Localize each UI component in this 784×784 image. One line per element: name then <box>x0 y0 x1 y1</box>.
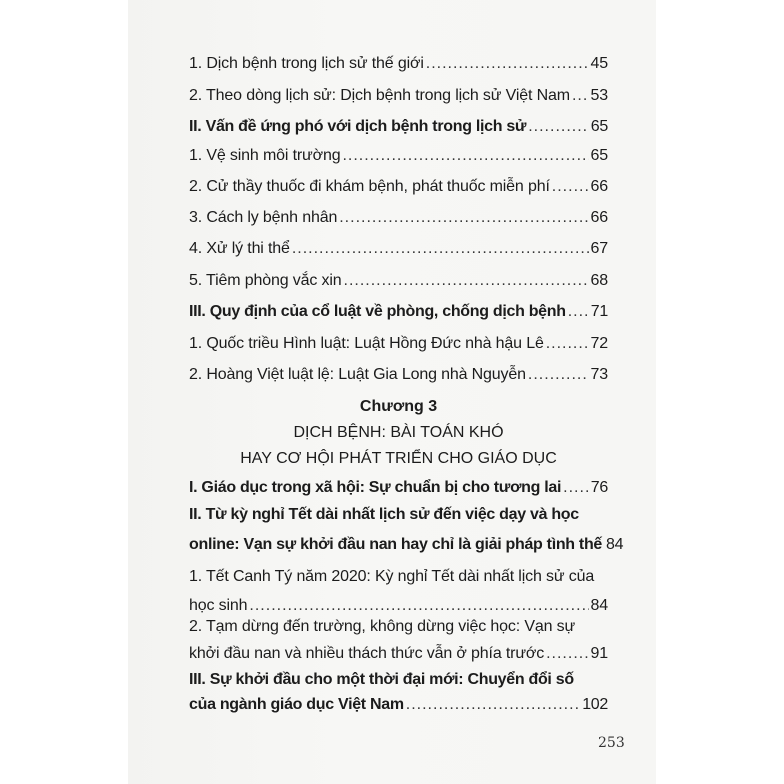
dot-leader <box>339 208 588 228</box>
toc-entry-page: 45 <box>590 55 608 72</box>
toc-entry-title: 1. Quốc triều Hình luật: Luật Hồng Đức nhà hậu Lê <box>189 335 544 352</box>
chapter-title-line2: HAY CƠ HỘI PHÁT TRIỂN CHO GIÁO DỤC <box>240 450 557 467</box>
toc-entry-page: 67 <box>590 240 608 257</box>
toc-entry <box>189 271 608 291</box>
toc-entry-page: 53 <box>590 87 608 104</box>
toc-entry <box>189 617 608 664</box>
toc-entry-title: học sinh <box>189 597 248 614</box>
toc-entry-page: 73 <box>590 366 608 383</box>
toc-entry-title: 1. Dịch bệnh trong lịch sử thế giới <box>189 55 424 72</box>
dot-leader <box>546 334 589 354</box>
toc-entry-title: khởi đầu nan và nhiều thách thức vẫn ở phía trước <box>189 645 545 662</box>
toc-entry-page: 72 <box>590 335 608 352</box>
toc-entry-title: III. Quy định của cổ luật về phòng, chống dịch bệnh <box>189 303 566 320</box>
toc-entry-title-line1: II. Từ kỳ nghỉ Tết dài nhất lịch sử đến việc dạy và học <box>189 506 579 523</box>
toc-entry-title-line1: 2. Tạm dừng đến trường, không dừng việc học: Vạn sự <box>189 618 576 635</box>
toc-entry-title: của ngành giáo dục Việt Nam <box>189 696 404 713</box>
dot-leader <box>546 644 588 664</box>
toc-entry-page: 68 <box>590 272 608 289</box>
dot-leader <box>528 117 589 137</box>
toc-entry <box>189 239 608 259</box>
toc-entry-title: 1. Vệ sinh môi trường <box>189 147 341 164</box>
toc-entry-title: 5. Tiêm phòng vắc xin <box>189 272 342 289</box>
chapter-label: Chương 3 <box>359 398 438 415</box>
toc-entry-title: II. Vấn đề ứng phó với dịch bệnh trong lịch sử <box>189 118 527 135</box>
chapter-title-line1: DỊCH BỆNH: BÀI TOÁN KHÓ <box>293 424 504 441</box>
toc-entry-title: online: Vạn sự khởi đầu nan hay chỉ là giải pháp tình thế <box>189 536 603 553</box>
toc-entry-page: 65 <box>590 118 608 135</box>
toc-entry-title: 2. Theo dòng lịch sử: Dịch bệnh trong lịch sử Việt Nam <box>189 87 570 104</box>
dot-leader <box>406 695 580 715</box>
toc-entry-page: 66 <box>590 178 608 195</box>
toc-entry-title: I. Giáo dục trong xã hội: Sự chuẩn bị cho tương lai <box>189 479 562 496</box>
toc-entry-title-line1: 1. Tết Canh Tý năm 2020: Kỳ nghỉ Tết dài nhất lịch sử của <box>189 568 595 585</box>
toc-entry-page: 66 <box>590 209 608 226</box>
toc-section-heading <box>189 478 608 498</box>
dot-leader <box>563 478 589 498</box>
toc-entry <box>189 177 608 197</box>
toc-entry-page: 84 <box>590 597 608 614</box>
toc-section-heading <box>189 670 608 715</box>
dot-leader <box>292 239 589 259</box>
toc-entry-page: 76 <box>590 479 608 496</box>
toc-entry <box>189 208 608 228</box>
toc-entry-title-line1: III. Sự khởi đầu cho một thời đại mới: Chuyển đổi số <box>189 671 574 688</box>
toc-entry <box>189 54 608 74</box>
toc-entry-page: 84 <box>606 536 624 553</box>
toc-entry-title: 3. Cách ly bệnh nhân <box>189 209 338 226</box>
dot-leader <box>572 86 589 106</box>
dot-leader <box>249 596 588 616</box>
toc-entry-page: 65 <box>590 147 608 164</box>
toc-entry-page: 71 <box>590 303 608 320</box>
dot-leader <box>528 365 589 385</box>
dot-leader <box>426 54 589 74</box>
toc-section-heading <box>189 117 608 137</box>
toc-entry <box>189 146 608 166</box>
dot-leader <box>344 271 589 291</box>
toc-entry <box>189 567 608 616</box>
toc-entry <box>189 86 608 106</box>
toc-section-heading <box>189 302 608 322</box>
dot-leader <box>568 302 589 322</box>
dot-leader <box>342 146 588 166</box>
page-number: 253 <box>598 735 625 751</box>
toc-entry <box>189 334 608 354</box>
toc-entry-title: 2. Cử thầy thuốc đi khám bệnh, phát thuốc miễn phí <box>189 178 550 195</box>
toc-entry-page: 102 <box>582 696 608 713</box>
toc-entry-page: 91 <box>590 645 608 662</box>
toc-entry-title: 2. Hoàng Việt luật lệ: Luật Gia Long nhà Nguyễn <box>189 366 526 383</box>
dot-leader <box>552 177 589 197</box>
toc-entry <box>189 365 608 385</box>
toc-section-heading <box>189 505 624 555</box>
toc-entry-title: 4. Xử lý thi thể <box>189 240 290 257</box>
